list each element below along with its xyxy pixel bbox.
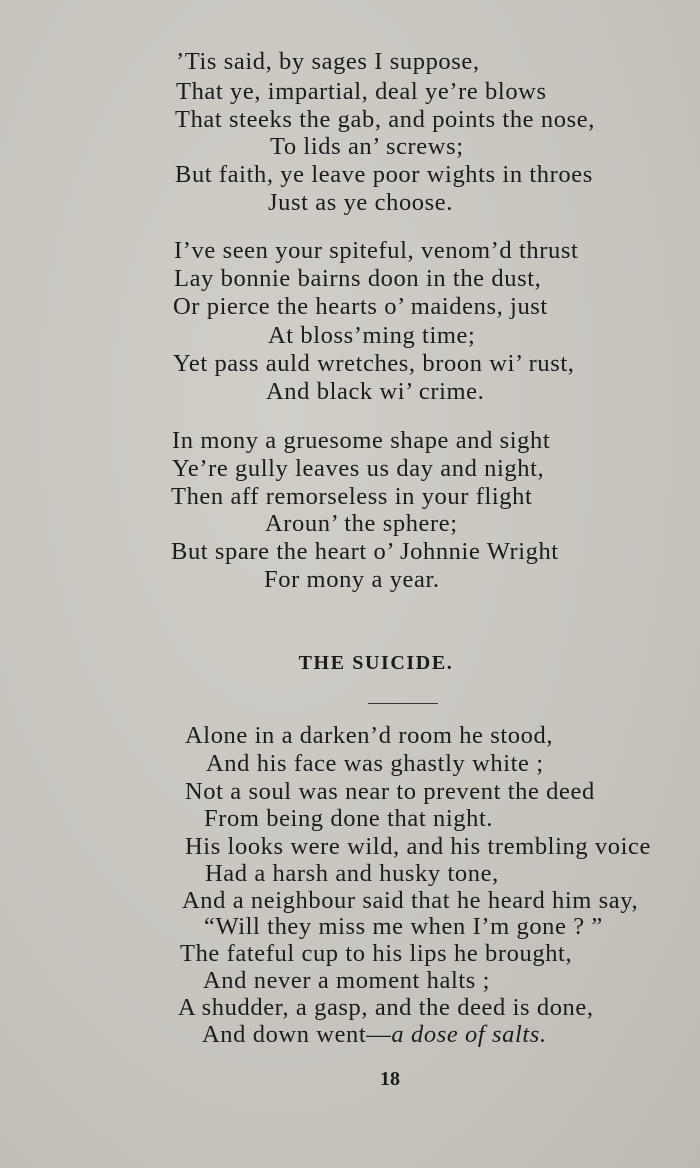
poem-line-text: And down went— bbox=[202, 1021, 392, 1048]
poem-line: That steeks the gab, and points the nose, bbox=[175, 106, 595, 133]
poem-line: Not a soul was near to prevent the deed bbox=[185, 778, 595, 805]
poem-line: Alone in a darken’d room he stood, bbox=[185, 722, 554, 749]
poem-line: Ye’re gully leaves us day and night, bbox=[172, 455, 545, 482]
poem-line: That ye, impartial, deal ye’re blows bbox=[176, 78, 547, 105]
poem-line: ’Tis said, by sages I suppose, bbox=[176, 48, 480, 75]
poem-line: “Will they miss me when I’m gone ? ” bbox=[204, 913, 603, 940]
poem-line: And his face was ghastly white ; bbox=[206, 750, 544, 777]
poem-line: At bloss’ming time; bbox=[268, 322, 476, 349]
poem-line: In mony a gruesome shape and sight bbox=[172, 427, 551, 454]
poem-line: Yet pass auld wretches, broon wi’ rust, bbox=[173, 350, 575, 377]
poem-line: And a neighbour said that he heard him say, bbox=[182, 887, 639, 914]
poem-line: Just as ye choose. bbox=[268, 189, 453, 216]
page-number: 18 bbox=[380, 1068, 400, 1090]
poem-line: And black wi’ crime. bbox=[266, 378, 485, 405]
poem-line: Had a harsh and husky tone, bbox=[205, 860, 499, 887]
poem-line: The fateful cup to his lips he brought, bbox=[180, 940, 573, 967]
poem-line: For mony a year. bbox=[264, 566, 440, 593]
poem-title: THE SUICIDE. bbox=[298, 652, 454, 674]
title-divider bbox=[368, 703, 438, 704]
poem-line: Or pierce the hearts o’ maidens, just bbox=[173, 293, 548, 320]
poem-line-italic-text: a dose of salts. bbox=[391, 1021, 547, 1048]
poem-line: His looks were wild, and his trembling voice bbox=[185, 833, 651, 860]
poem-line: But faith, ye leave poor wights in throes bbox=[175, 161, 593, 188]
poem-line: I’ve seen your spiteful, venom’d thrust bbox=[174, 237, 579, 264]
poem-line: From being done that night. bbox=[204, 805, 494, 832]
poem-line: Lay bonnie bairns doon in the dust, bbox=[174, 265, 542, 292]
poem-line: Then aff remorseless in your flight bbox=[171, 483, 533, 510]
poem-line: Aroun’ the sphere; bbox=[265, 510, 458, 537]
poem-line: A shudder, a gasp, and the deed is done, bbox=[178, 994, 594, 1021]
poem-line: But spare the heart o’ Johnnie Wright bbox=[171, 538, 559, 565]
poem-last-line bbox=[202, 1021, 547, 1049]
poem-line: And never a moment halts ; bbox=[203, 967, 491, 994]
poem-line: To lids an’ screws; bbox=[270, 133, 464, 160]
